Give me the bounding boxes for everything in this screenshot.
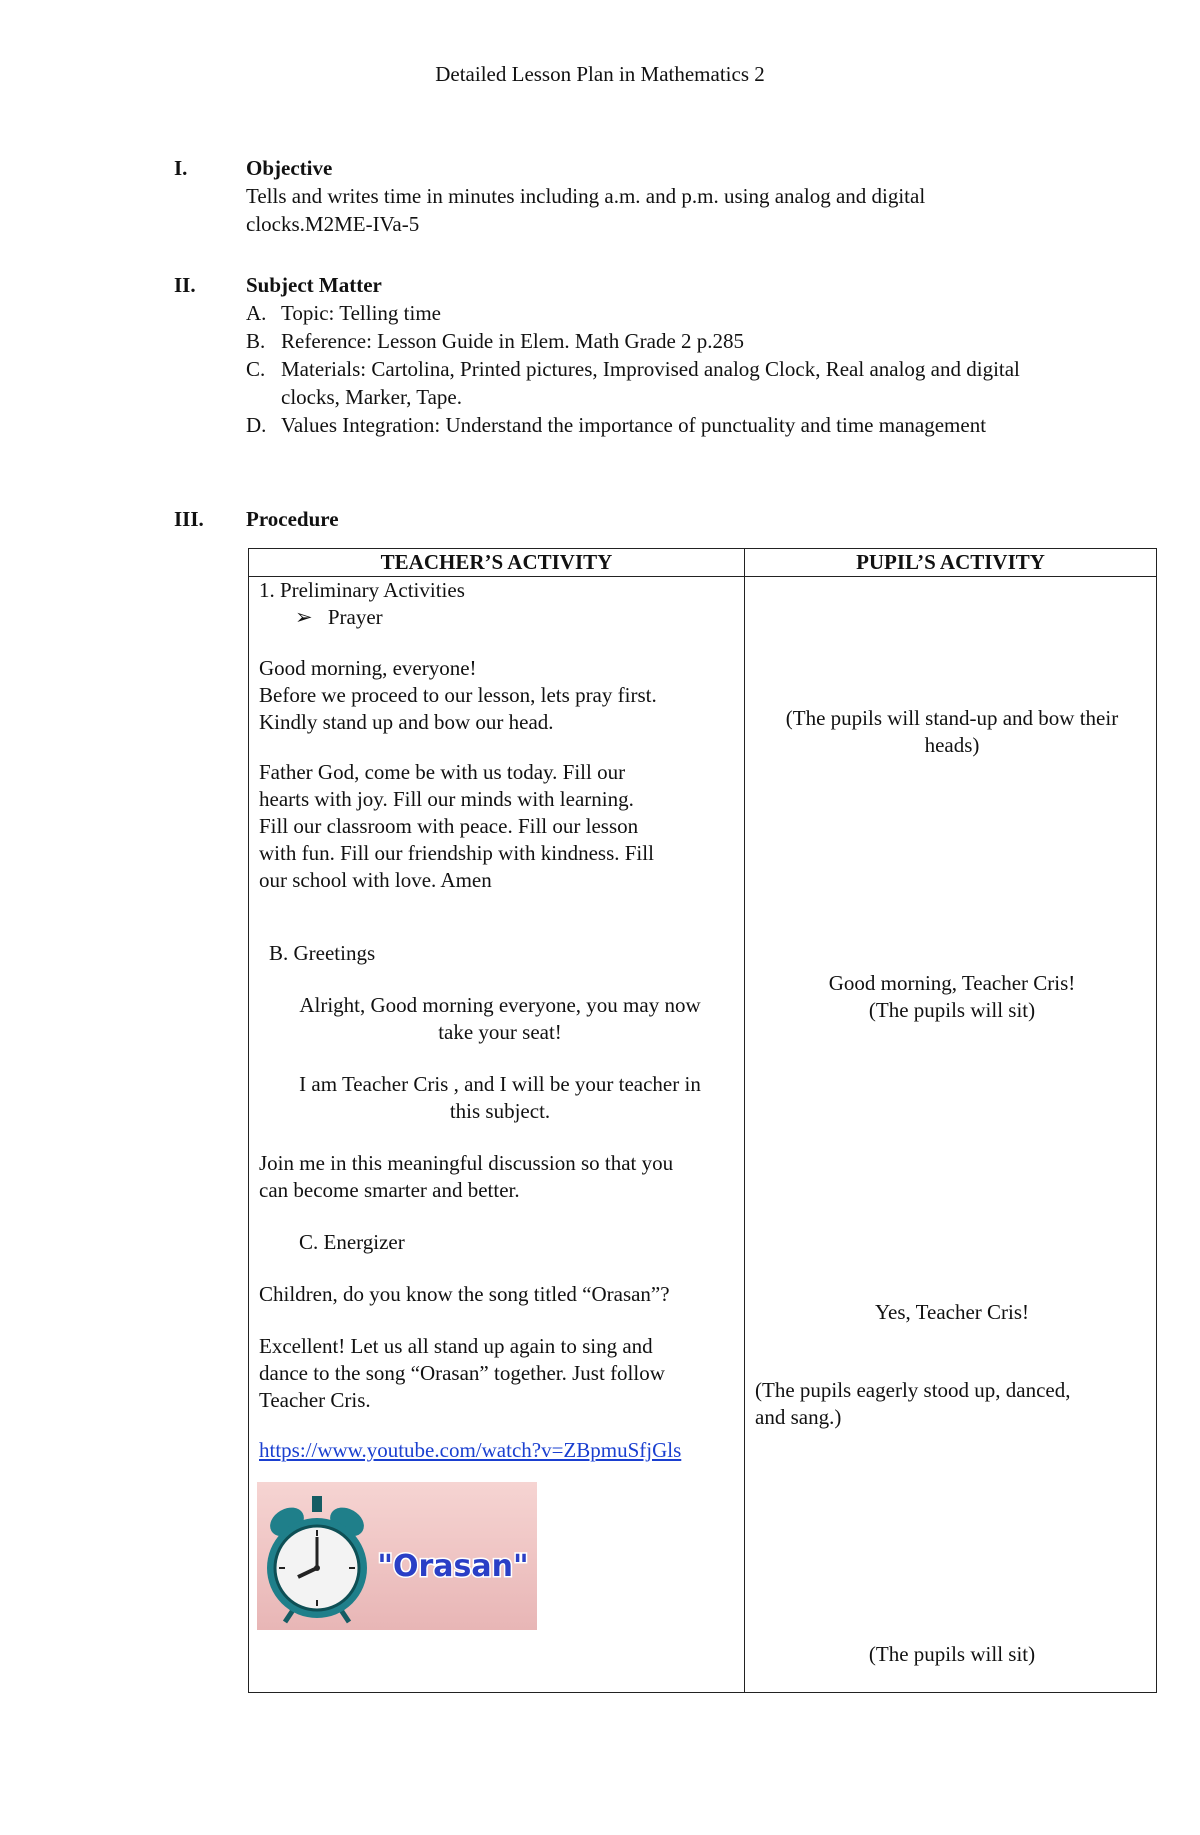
song-question: Children, do you know the song titled “Orasan”?	[259, 1282, 670, 1306]
text-line: Good morning, Teacher Cris!	[828, 971, 1076, 995]
list-item	[246, 299, 1056, 327]
list-item-letter: D.	[246, 413, 267, 437]
pupil-sit-response: (The pupils will sit)	[868, 1642, 1036, 1666]
list-item	[246, 411, 1056, 439]
youtube-link[interactable]: https://www.youtube.com/watch?v=ZBpmuSfjGls	[259, 1438, 682, 1462]
objective-text-line: Tells and writes time in minutes including a.m. and p.m. using analog and digital	[246, 184, 926, 208]
document-title: Detailed Lesson Plan in Mathematics 2	[435, 62, 765, 86]
orasan-thumbnail-text: "Orasan"	[377, 1549, 529, 1584]
text-line: with fun. Fill our friendship with kindness. Fill	[259, 841, 654, 865]
seat-block	[261, 992, 739, 1046]
prayer-text-block	[259, 759, 737, 894]
list-item-text: Reference: Lesson Guide in Elem. Math Grade 2 p.285	[281, 329, 745, 353]
list-item	[246, 327, 1056, 355]
teacher-activity-cell	[249, 577, 745, 1693]
list-item-text: Materials: Cartolina, Printed pictures, Improvised analog Clock, Real analog and digital clocks, Marker, Tape.	[281, 357, 1020, 409]
pupil-eager-response	[755, 1377, 1153, 1431]
procedure-table	[248, 548, 1157, 1693]
excellent-block	[259, 1333, 737, 1414]
text-line: heads)	[924, 733, 980, 757]
pupil-greet-response	[753, 970, 1151, 1024]
text-line: Alright, Good morning everyone, you may now	[299, 993, 701, 1017]
text-line: dance to the song “Orasan” together. Just follow	[259, 1361, 665, 1385]
pupil-activity-header: PUPIL’S ACTIVITY	[745, 549, 1157, 577]
section-number: III.	[174, 507, 204, 531]
list-item-letter: C.	[246, 357, 266, 381]
section-heading: Subject Matter	[246, 273, 382, 297]
list-item-text: Topic: Telling time	[281, 301, 441, 325]
text-line: and sang.)	[755, 1405, 842, 1429]
list-item-text: Values Integration: Understand the importance of punctuality and time management	[281, 413, 987, 437]
section-subject-matter	[174, 271, 1074, 471]
objective-text-line: clocks.M2ME-IVa-5	[246, 212, 420, 236]
section-procedure	[174, 505, 1074, 535]
list-item-letter: B.	[246, 329, 266, 353]
text-line: Before we proceed to our lesson, lets pray first.	[259, 683, 657, 707]
orasan-video-thumbnail[interactable]	[257, 1482, 537, 1630]
text-line: hearts with joy. Fill our minds with learning.	[259, 787, 634, 811]
text-line: this subject.	[449, 1099, 551, 1123]
greeting-block	[259, 655, 737, 736]
text-line: Fill our classroom with peace. Fill our lesson	[259, 814, 639, 838]
section-number: I.	[174, 156, 188, 180]
text-line: Join me in this meaningful discussion so that you	[259, 1151, 674, 1175]
greetings-heading: B. Greetings	[269, 941, 376, 965]
text-line: Kindly stand up and bow our head.	[259, 710, 554, 734]
list-item	[246, 355, 1056, 411]
text-line: Father God, come be with us today. Fill our	[259, 760, 626, 784]
join-block	[259, 1150, 737, 1204]
list-item-letter: A.	[246, 301, 267, 325]
prayer-label: Prayer	[327, 605, 383, 629]
text-line: (The pupils will sit)	[868, 998, 1036, 1022]
pupil-yes-response: Yes, Teacher Cris!	[874, 1300, 1030, 1324]
teacher-activity-header: TEACHER’S ACTIVITY	[249, 549, 745, 577]
text-line: our school with love. Amen	[259, 868, 492, 892]
text-line: can become smarter and better.	[259, 1178, 520, 1202]
section-heading: Objective	[246, 156, 333, 180]
intro-block	[261, 1071, 739, 1125]
text-line: Excellent! Let us all stand up again to sing and	[259, 1334, 653, 1358]
text-line: Teacher Cris.	[259, 1388, 371, 1412]
pupil-stand-response	[753, 705, 1151, 759]
text-line: I am Teacher Cris , and I will be your teacher in	[299, 1072, 701, 1096]
text-line: Good morning, everyone!	[259, 656, 477, 680]
pupil-activity-cell	[745, 577, 1157, 1693]
section-number: II.	[174, 273, 196, 297]
prayer-item	[295, 604, 773, 631]
text-line: take your seat!	[438, 1020, 562, 1044]
text-line: (The pupils will stand-up and bow their	[785, 706, 1119, 730]
section-heading: Procedure	[246, 507, 339, 531]
section-objective	[174, 154, 1074, 234]
energizer-heading: C. Energizer	[299, 1230, 405, 1254]
preliminary-activities: 1. Preliminary Activities	[259, 578, 465, 602]
arrow-bullet-icon: ➢	[295, 605, 313, 629]
text-line: (The pupils eagerly stood up, danced,	[755, 1378, 1071, 1402]
